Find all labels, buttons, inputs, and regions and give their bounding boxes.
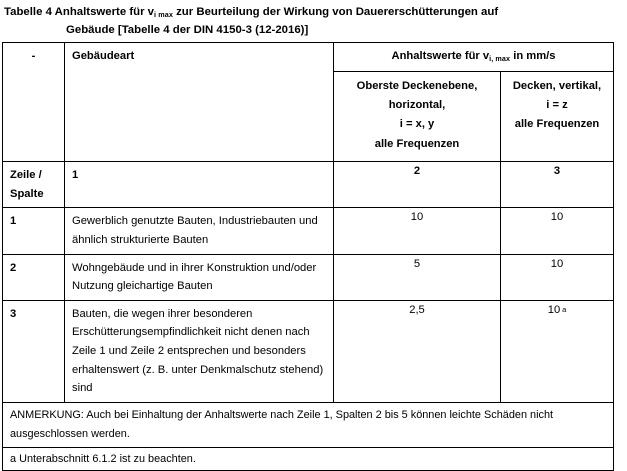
column-index-zeilespalte-label — [3, 162, 64, 207]
subheader-col2-line1: Decken, vertikal, — [512, 79, 602, 92]
row-1-type-cell — [65, 208, 334, 254]
table-footnote-a-row — [3, 448, 614, 471]
caption-line1-after: zur Beurteilung der Wirkung von Dauererschütterungen auf — [172, 6, 499, 18]
header-anhaltswerte-after: in mm/s — [510, 50, 556, 62]
subheader-col1-line1: Oberste Deckenebene, — [356, 79, 478, 92]
column-index-value-1: 1 — [72, 169, 79, 182]
row-3-value1: 2,5 — [409, 303, 425, 316]
column-index-value-2: 2 — [413, 165, 421, 178]
table-footnote-anmerkung-row — [3, 402, 614, 447]
footnote-a-text: a Unterabschnitt 6.1.2 ist zu beachten. — [10, 453, 196, 466]
subheader-col2-line2: i = z — [546, 99, 568, 111]
row-2-type-cell — [65, 254, 334, 300]
column-index-cell-label — [3, 162, 65, 208]
subheader-decken-vertikal-label — [501, 72, 613, 142]
table-caption — [0, 0, 627, 39]
row-3-type: Bauten, die wegen ihrer besonderen Erschütterungsempfindlichkeit nicht denen nach Zeile 1 und Zeile 2 entsprechen und besonders erhaltenswert (z. B. unter Denkmalschutz stehend) sind — [72, 307, 324, 395]
subheader-col1-line4: alle Frequenzen — [374, 137, 460, 150]
table-row — [3, 208, 614, 254]
subheader-oberste-deckenebene-label — [334, 72, 500, 162]
column-index-cell-3 — [501, 162, 614, 208]
row-1-value1: 10 — [410, 211, 424, 224]
subheader-col2-line3: alle Frequenzen — [514, 118, 600, 131]
row-2-value1-cell — [334, 254, 501, 300]
caption-line2: Gebäude [Tabelle 4 der DIN 4150-3 (12-2016)] — [66, 23, 309, 36]
row-2-value2-cell — [501, 254, 614, 300]
footnote-anmerkung-text: ANMERKUNG: Auch bei Einhaltung der Anhaltswerte nach Zeile 1, Spalten 2 bis 5 können leichte Schäden nicht ausgeschlossen werden. — [10, 408, 554, 440]
row-1-number: 1 — [10, 215, 17, 228]
row-3-number: 3 — [10, 307, 17, 320]
header-cell-gebaeudeart — [65, 43, 334, 162]
subheader-col1-line3: i = x, y — [399, 118, 435, 131]
header-subscript-vimax: i, max — [489, 53, 511, 63]
subheader-cell-oberste-deckenebene — [334, 71, 501, 162]
header-gebaeudeart-label: Gebäudeart — [72, 50, 135, 62]
subheader-col1-line2: horizontal, — [388, 99, 446, 111]
row-3-value2-cell — [501, 300, 614, 402]
column-index-label-line1: Zeile / — [10, 169, 42, 182]
din-4150-3-table-4 — [2, 42, 614, 471]
row-1-value2-cell — [501, 208, 614, 254]
row-3-value2-wrap: 10 a — [501, 301, 613, 320]
column-index-cell-1 — [65, 162, 334, 208]
row-3-value2: 10 — [547, 303, 561, 316]
row-1-value2: 10 — [550, 211, 564, 224]
row-1-number-cell — [3, 208, 65, 254]
header-cell-anhaltswerte — [334, 43, 614, 72]
column-index-value-3: 3 — [553, 165, 561, 178]
row-1-value1-cell — [334, 208, 501, 254]
header-anhaltswerte-label — [334, 43, 613, 71]
table-header-row — [3, 43, 614, 72]
caption-subscript-vimax: i max — [154, 9, 173, 19]
footnote-anmerkung-cell — [3, 402, 614, 447]
row-2-number-cell — [3, 254, 65, 300]
table-row — [3, 300, 614, 402]
row-2-type: Wohngebäude und in ihrer Konstruktion und/oder Nutzung gleichartige Bauten — [72, 261, 317, 293]
table-column-index-row — [3, 162, 614, 208]
row-2-value1: 5 — [413, 257, 421, 270]
row-2-number: 2 — [10, 261, 17, 274]
row-3-type-cell — [65, 300, 334, 402]
footnote-a-cell — [3, 448, 614, 471]
caption-line1-before: Tabelle 4 Anhaltswerte für v — [4, 6, 155, 18]
column-index-cell-2 — [334, 162, 501, 208]
header-cell-rowno — [3, 43, 65, 162]
table-row — [3, 254, 614, 300]
column-index-label-line2: Spalte — [10, 187, 44, 200]
row-3-number-cell — [3, 300, 65, 402]
header-dash-label: - — [31, 50, 36, 62]
row-3-value1-cell — [334, 300, 501, 402]
row-1-type: Gewerblich genutzte Bauten, Industriebauten und ähnlich strukturierte Bauten — [72, 215, 318, 246]
subheader-cell-decken-vertikal — [501, 71, 614, 162]
header-anhaltswerte-before: Anhaltswerte für v — [391, 50, 490, 62]
row-2-value2: 10 — [550, 257, 564, 270]
